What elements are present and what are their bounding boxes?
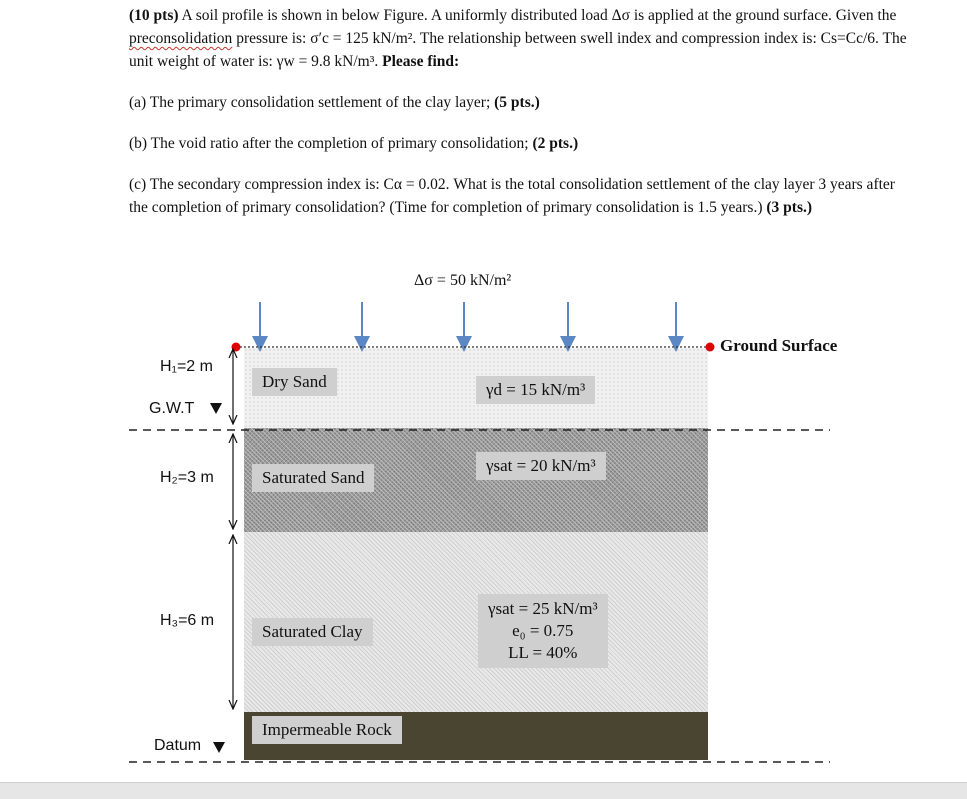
part-a-text: (a) The primary consolidation settlement of the clay layer;: [129, 94, 495, 111]
part-c-text: (c) The secondary compression index is: Cα = 0.02. What is the total consolidation settlement of the clay layer 3 years after the completion of primary consolidation? (Time for completion of primary consolidation is 1.5 years.): [129, 176, 895, 216]
h2-label: H₂=3 m: [160, 469, 214, 486]
intro-spell-flag: preconsolidation: [129, 30, 233, 47]
h1-label: H₁=2 m: [160, 358, 213, 375]
load-label: Δσ = 50 kN/m²: [414, 272, 512, 289]
ground-surface-label: Ground Surface: [720, 336, 838, 355]
datum-label: Datum: [154, 737, 202, 754]
rock-label: Impermeable Rock: [252, 716, 402, 744]
intro-text-2: pressure is: σ′c = 125 kN/m². The relationship between swell index and compression index is: Cs=Cc/6. The unit weight of water is: γw = 9.8 kN/m³.: [129, 30, 907, 70]
load-arrows: [260, 302, 676, 344]
dry-sand-unit-weight: γd = 15 kN/m³: [476, 376, 595, 404]
clay-void-ratio: e₀ = 0.75: [512, 621, 574, 640]
part-b-text: (b) The void ratio after the completion of primary consolidation;: [129, 135, 533, 152]
part-c-points: (3 pts.): [766, 199, 813, 216]
clay-unit-weight: γsat = 25 kN/m³: [488, 599, 598, 618]
saturated-clay-label: Saturated Clay: [252, 618, 373, 646]
dry-sand-label: Dry Sand: [252, 368, 337, 396]
h3-label: H₃=6 m: [160, 612, 215, 629]
intro-text-1: A soil profile is shown in below Figure. A uniformly distributed load Δσ is applied at the ground surface. Given the: [178, 7, 897, 24]
intro-find: Please find:: [382, 53, 460, 70]
part-a-points: (5 pts.): [494, 94, 540, 111]
saturated-sand-label: Saturated Sand: [252, 464, 374, 492]
intro-points: (10 pts): [129, 7, 179, 24]
saturated-sand-unit-weight: γsat = 20 kN/m³: [476, 452, 606, 480]
gwt-label: G.W.T: [149, 400, 195, 417]
clay-liquid-limit: LL = 40%: [508, 643, 578, 662]
datum-triangle: [213, 742, 225, 753]
part-b-points: (2 pts.): [532, 135, 579, 152]
gwt-triangle: [210, 403, 222, 414]
page-bottom-bar: [0, 782, 967, 799]
clay-properties: [478, 594, 608, 668]
ground-right-marker: [706, 343, 715, 352]
